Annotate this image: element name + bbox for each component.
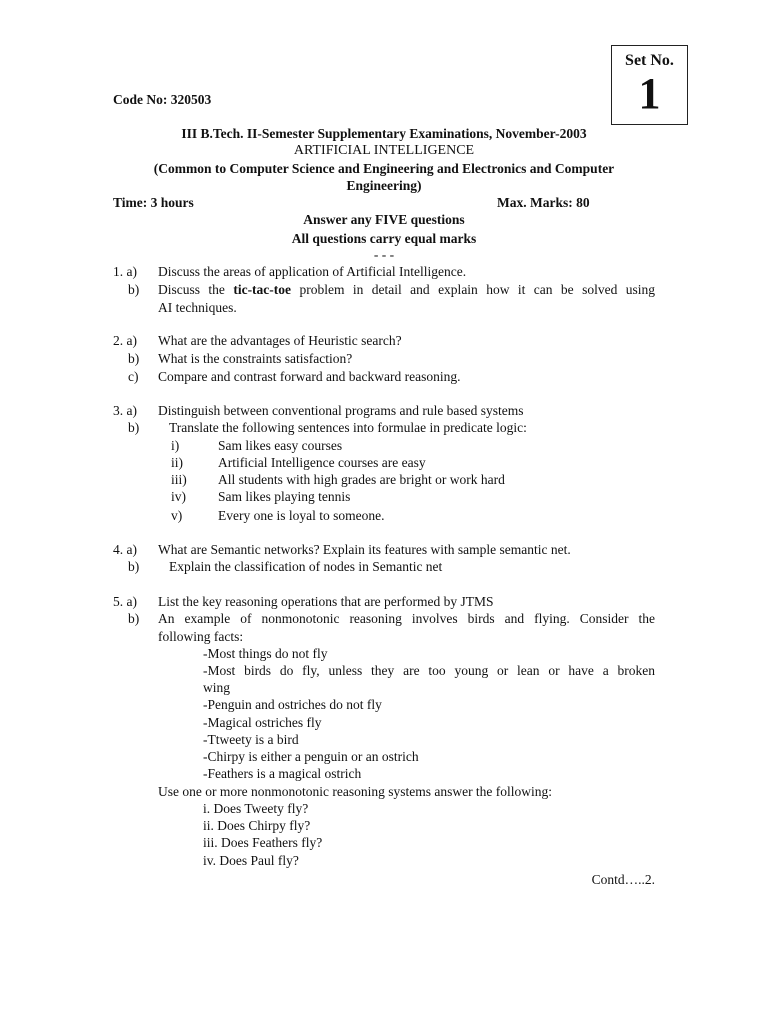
- set-number-box: [611, 45, 688, 125]
- q5-fact: -Feathers is a magical ostrich: [203, 766, 362, 781]
- instruction-2: All questions carry equal marks: [291, 231, 477, 246]
- q3-item-number: iii): [171, 472, 187, 487]
- q5-fact: -Penguin and ostriches do not fly: [203, 697, 382, 712]
- q5-use-line: Use one or more nonmonotonic reasoning systems answer the following:: [158, 784, 553, 799]
- q5-question: iv. Does Paul fly?: [203, 853, 299, 868]
- q1-a-number: 1. a): [113, 264, 137, 279]
- code-number: Code No: 320503: [113, 92, 212, 107]
- q5-b-text-line2: following facts:: [158, 629, 244, 644]
- instruction-1: Answer any FIVE questions: [303, 212, 465, 227]
- q5-question: i. Does Tweety fly?: [203, 801, 309, 816]
- q3-item-number: ii): [171, 455, 183, 470]
- q3-a-text: Distinguish between conventional programs and rule based systems: [158, 403, 524, 418]
- q3-item-text: Every one is loyal to someone.: [218, 508, 385, 523]
- separator: - - -: [373, 247, 395, 262]
- common-line-2: Engineering): [346, 178, 422, 193]
- q2-b-number: b): [128, 351, 140, 366]
- q3-item-number: v): [171, 508, 183, 523]
- q5-fact: -Most birds do fly, unless they are too young or lean or have a broken: [203, 663, 655, 678]
- set-label: Set No.: [625, 52, 674, 69]
- q2-c-text: Compare and contrast forward and backward reasoning.: [158, 369, 461, 384]
- q5-b-text-line1: An example of nonmonotonic reasoning involves birds and flying. Consider the: [158, 611, 655, 626]
- q5-fact: -Most things do not fly: [203, 646, 328, 661]
- q2-c-number: c): [128, 369, 139, 384]
- subject-title: ARTIFICIAL INTELLIGENCE: [293, 143, 475, 158]
- time-label: Time: 3 hours: [113, 195, 194, 210]
- q5-fact: wing: [203, 680, 230, 695]
- q5-a-number: 5. a): [113, 594, 137, 609]
- q5-question: iii. Does Feathers fly?: [203, 835, 323, 850]
- q5-question: ii. Does Chirpy fly?: [203, 818, 311, 833]
- q4-b-number: b): [128, 559, 140, 574]
- q3-item-text: Artificial Intelligence courses are easy: [218, 455, 426, 470]
- q5-fact: -Ttweety is a bird: [203, 732, 299, 747]
- q3-item-text: Sam likes playing tennis: [218, 489, 351, 504]
- q3-item-text: Sam likes easy courses: [218, 438, 343, 453]
- q3-b-text: Translate the following sentences into formulae in predicate logic:: [169, 420, 527, 435]
- q4-a-number: 4. a): [113, 542, 137, 557]
- q3-b-number: b): [128, 420, 140, 435]
- q2-b-text: What is the constraints satisfaction?: [158, 351, 353, 366]
- q5-b-number: b): [128, 611, 140, 626]
- q2-a-text: What are the advantages of Heuristic search?: [158, 333, 402, 348]
- q2-a-number: 2. a): [113, 333, 137, 348]
- q3-item-number: iv): [171, 489, 186, 504]
- q5-fact: -Magical ostriches fly: [203, 715, 322, 730]
- max-marks-label: Max. Marks: 80: [497, 195, 590, 210]
- q1-b-number: b): [128, 282, 140, 297]
- q1-a-text: Discuss the areas of application of Artificial Intelligence.: [158, 264, 467, 279]
- q3-item-number: i): [171, 438, 180, 453]
- set-number: 1: [638, 69, 661, 118]
- q3-a-number: 3. a): [113, 403, 137, 418]
- exam-title: III B.Tech. II-Semester Supplementary Examinations, November-2003: [181, 126, 587, 141]
- q1-b-text-line2: AI techniques.: [158, 300, 237, 315]
- q1-b-text-line1: Discuss the tic-tac-toe problem in detail and explain how it can be solved using: [158, 282, 655, 297]
- q3-item-text: All students with high grades are bright or work hard: [218, 472, 505, 487]
- q4-b-text: Explain the classification of nodes in Semantic net: [169, 559, 443, 574]
- common-line-1: (Common to Computer Science and Engineering and Electronics and Computer: [153, 161, 615, 176]
- continued-note: Contd…..2.: [591, 872, 655, 887]
- q4-a-text: What are Semantic networks? Explain its features with sample semantic net.: [158, 542, 571, 557]
- q5-a-text: List the key reasoning operations that are performed by JTMS: [158, 594, 494, 609]
- q5-fact: -Chirpy is either a penguin or an ostrich: [203, 749, 419, 764]
